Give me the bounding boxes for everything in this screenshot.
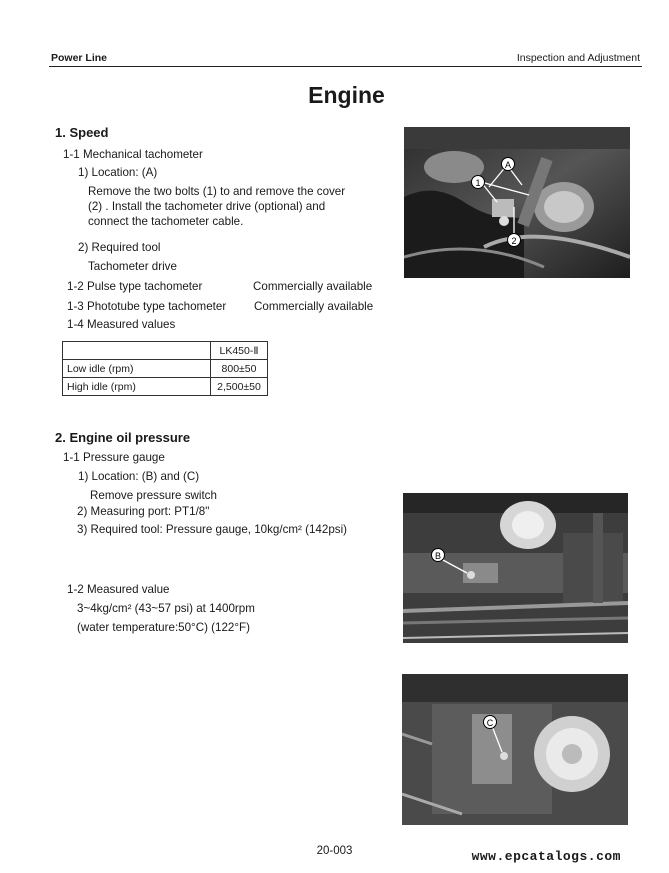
table-row: [63, 378, 268, 396]
phototube-tachometer: 1-3 Phototube type tachometer: [67, 300, 227, 313]
table-row-label: High idle (rpm): [63, 378, 211, 396]
speed-tool-label: 2) Required tool: [78, 241, 161, 254]
oil-location: 1) Location: (B) and (C): [78, 470, 200, 483]
table-row: [63, 360, 268, 378]
speed-desc-line-3: connect the tachometer cable.: [88, 215, 244, 228]
table-row-value: 2,500±50: [211, 378, 268, 396]
pulse-availability: Commercially available: [253, 280, 373, 293]
table-header-blank: [63, 342, 211, 360]
page-title: [0, 82, 669, 109]
page-number: 20-003: [316, 845, 353, 857]
table-header-model: LK450-Ⅱ: [211, 342, 268, 360]
oil-water-temperature: (water temperature:50°C) (122°F): [77, 621, 250, 634]
callout-c: C: [486, 718, 494, 728]
callout-1: 1: [475, 178, 481, 188]
speed-tool-value: Tachometer drive: [88, 260, 177, 273]
oil-pressure-heading: 2. Engine oil pressure: [55, 430, 191, 445]
watermark: www.epcatalogs.com: [471, 849, 621, 864]
pressure-port-b-photo: [403, 493, 628, 643]
table-header-row: [63, 342, 268, 360]
phototube-availability: Commercially available: [254, 300, 374, 313]
oil-measuring-port: 2) Measuring port: PT1/8": [77, 505, 210, 518]
pressure-gauge: 1-1 Pressure gauge: [63, 451, 165, 464]
oil-measured-value: 3~4kg/cm² (43~57 psi) at 1400rpm: [77, 602, 255, 615]
callout-b: B: [434, 551, 442, 561]
oil-required-tool: 3) Required tool: Pressure gauge, 10kg/cm² (142psi): [77, 523, 348, 536]
measured-values-label: 1-4 Measured values: [67, 318, 176, 331]
speed-desc-line-1: Remove the two bolts (1) to and remove the cover: [88, 185, 346, 198]
speed-heading: 1. Speed: [55, 125, 109, 140]
header-chapter-title: Inspection and Adjustment: [516, 52, 640, 64]
table-row-label: Low idle (rpm): [63, 360, 211, 378]
table-row-value: 800±50: [211, 360, 268, 378]
speed-desc-line-2: (2) . Install the tachometer drive (optional) and: [88, 200, 326, 213]
header-section-title: Power Line: [51, 52, 108, 64]
mech-tachometer: 1-1 Mechanical tachometer: [63, 148, 203, 161]
tachometer-photo: [404, 127, 630, 278]
speed-location: 1) Location: (A): [78, 166, 158, 179]
idle-speed-table: [62, 341, 268, 396]
oil-remove-switch: Remove pressure switch: [90, 489, 217, 502]
callout-2: 2: [511, 236, 517, 246]
callout-a: A: [504, 160, 512, 170]
pulse-tachometer: 1-2 Pulse type tachometer: [67, 280, 203, 293]
pressure-port-c-photo: [402, 674, 628, 825]
oil-measured-label: 1-2 Measured value: [67, 583, 170, 596]
page-title-text: Engine: [308, 82, 385, 108]
header-rule: [49, 66, 642, 67]
